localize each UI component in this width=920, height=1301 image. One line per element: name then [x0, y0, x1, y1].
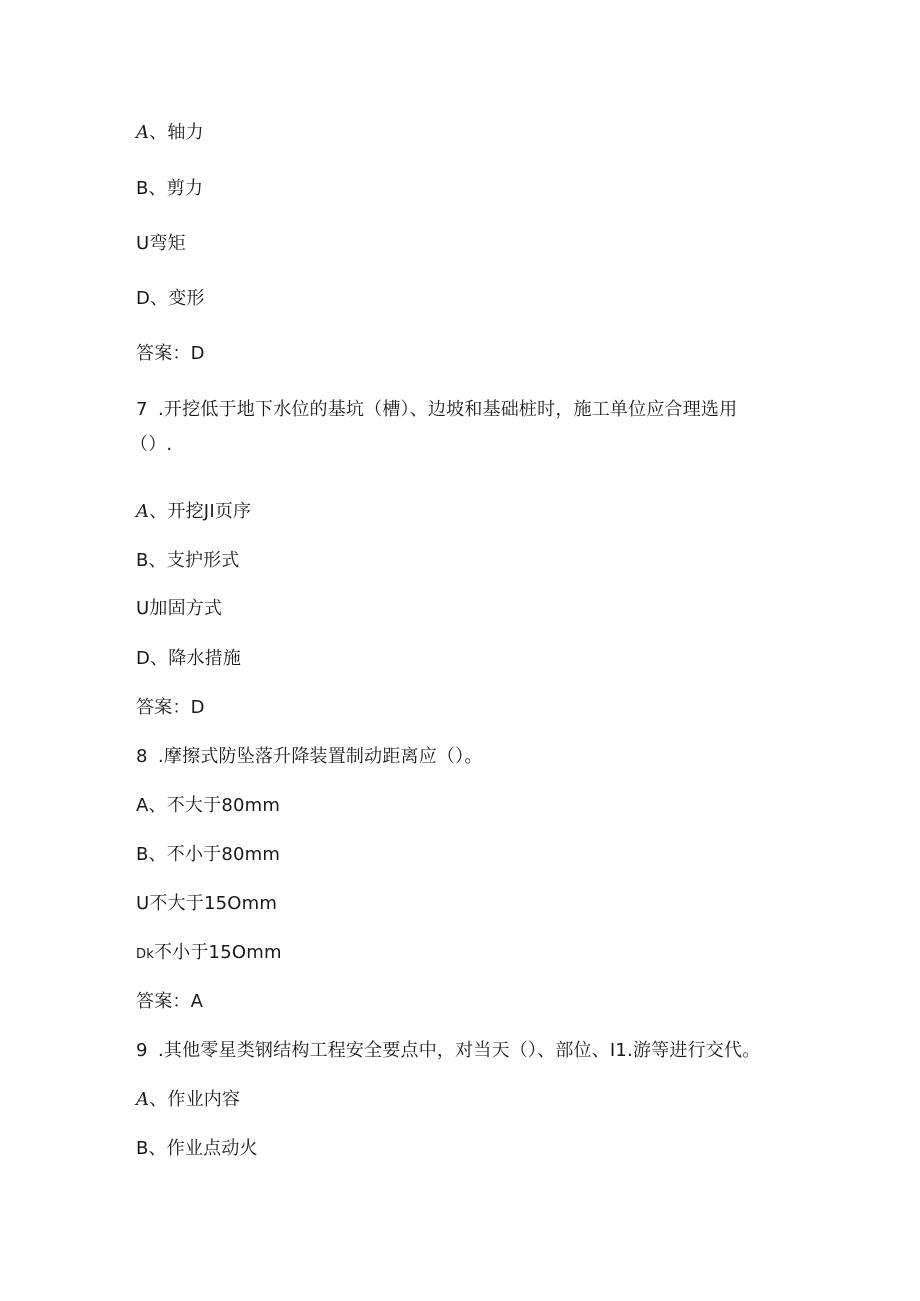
option-a-axial-force	[136, 121, 204, 145]
question-number: 9	[136, 1040, 148, 1061]
q8-answer: 答案：A	[136, 991, 204, 1012]
q9-option-a	[136, 1088, 240, 1112]
option-text: 作业内容	[167, 1089, 241, 1110]
q8-option-a: A、不大于80mm	[136, 795, 281, 816]
option-text: 不小于15Omm	[153, 942, 282, 963]
answer-line: 答案：D	[136, 343, 205, 364]
q7-option-a	[136, 500, 251, 524]
option-letter: A	[136, 122, 150, 143]
option-c-bending-moment: U弯矩	[136, 233, 186, 254]
q9-option-b: B、作业点动火	[136, 1138, 258, 1159]
question-7	[136, 398, 737, 422]
q8-option-b: B、不小于80mm	[136, 844, 281, 865]
option-letter: A	[136, 501, 150, 522]
option-separator: 、	[149, 501, 168, 522]
option-letter: A	[136, 1089, 150, 1110]
q7-option-c: U加固方式	[136, 598, 223, 619]
q7-answer: 答案：D	[136, 697, 205, 718]
question-text: .摩擦式防坠落升降装置制动距离应（）。	[158, 746, 483, 767]
question-7-continuation: （）.	[130, 434, 173, 455]
q7-option-b: B、支护形式	[136, 550, 240, 571]
q8-option-c: U不大于15Omm	[136, 893, 278, 914]
option-d-deformation: D、变形	[136, 288, 205, 309]
question-8	[136, 745, 483, 769]
q8-option-d	[136, 941, 282, 967]
option-separator: 、	[149, 122, 168, 143]
option-letter: Dk	[136, 947, 154, 962]
option-text: 开挖JI页序	[167, 501, 252, 522]
option-text: 轴力	[167, 122, 204, 143]
option-separator: 、	[149, 1089, 168, 1110]
question-number: 7	[136, 399, 148, 420]
question-number: 8	[136, 746, 148, 767]
q7-option-d: D、降水措施	[136, 648, 242, 669]
option-b-shear-force: B、剪力	[136, 178, 204, 199]
question-text: .开挖低于地下水位的基坑（槽）、边坡和基础桩时，施工单位应合理选用	[158, 399, 738, 420]
question-text: .其他零星类钢结构工程安全要点中，对当天（）、部位、I1.游等进行交代。	[158, 1040, 761, 1061]
question-9	[136, 1039, 760, 1063]
